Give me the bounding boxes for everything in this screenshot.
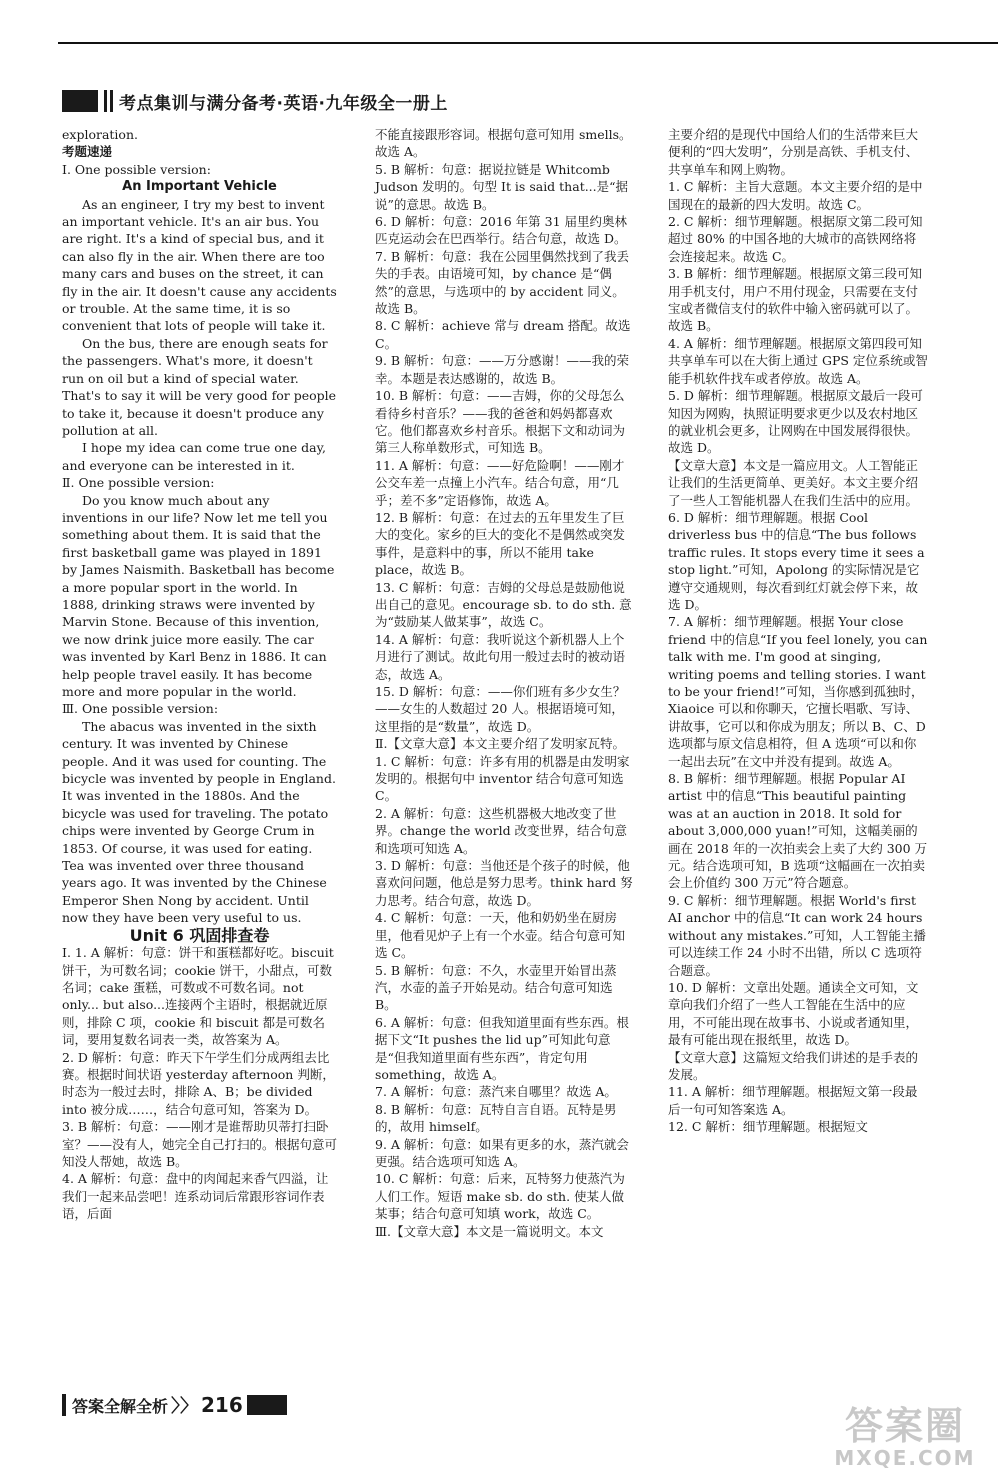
answer-item: 5. B 解析：句意：不久，水壶里开始冒出蒸汽，水壶的盖子开始晃动。结合句意可知选 B。 xyxy=(375,962,617,1013)
answer-item: 9. B 解析：句意：——万分感谢！——我的荣幸。本题是表达感谢的，故选 B。 xyxy=(375,353,630,386)
answer-item: 7. B 解析：句意：我在公园里偶然找到了我丢失的手表。由语境可知，by chance 是“偶然”的意思，与选项中的 by accident 同义。故选 B。 xyxy=(375,248,630,317)
answer-item: 不能直接跟形容词。根据句意可知用 smells。故选 A。 xyxy=(375,127,632,160)
answer-item: 1. C 解析：主旨大意题。本文主要介绍的是中国现在的最新的四大发明。故选 C。 xyxy=(668,179,923,212)
answer-item: 6. A 解析：句意：但我知道里面有些东西。根据下文“It pushes the lid up”可知此句意是“但我知道里面有些东西”，肯定句用 something，故选 A。 xyxy=(375,1014,629,1082)
answer-item: 6. D 解析：句意：2016 年第 31 届里约奥林匹克运动会在巴西举行。结合句意，故选 D。 xyxy=(375,214,628,247)
answer-item: 12. B 解析：句意：在过去的五年里发生了巨大的变化。家乡的巨大的变化不是偶然或突发事件，是意料中的事，所以不能用 take place，故选 B。 xyxy=(375,509,626,578)
answer-item: 3. B 解析：细节理解题。根据原文第三段可知用手机支付，用户不用付现金，只需要在支付宝或者微信支付的软件中输入密码就可以了。故选 B。 xyxy=(668,266,923,334)
answer-item: 2. D 解析：句意：昨天下午学生们分成两组去比赛。根据时间状语 yesterday afternoon 判断，时态为一般过去时，排除 A、B；be divided into 被分成……，结合句意可知，答案为 D。 xyxy=(62,1049,335,1117)
answer-item: 12. C 解析：细节理解题。根据短文 xyxy=(668,1119,868,1135)
page-footer xyxy=(62,1392,287,1418)
answer-item: 5. D 解析：细节理解题。根据原文最后一段可知因为网购，执照证明要求更少以及农村地区的就业机会更多，让网购在中国发展得很快。故选 D。 xyxy=(668,388,923,456)
header-block xyxy=(62,90,98,112)
footer-label: 答案全解全析 xyxy=(72,1396,169,1416)
answer-item: 6. D 解析：细节理解题。根据 Cool driverless bus 中的信息“The bus follows traffic rules. It stops every time it sees a stop light.”可知，Apolong 的实际情况是它遵守交通规则，每次看到红灯就会停下来，故选 D。 xyxy=(668,509,925,612)
answer-item: 主要介绍的是现代中国给人们的生活带来巨大便利的“四大发明”，分别是高铁、手机支付、共享单车和网上购物。 xyxy=(668,127,919,177)
answer-item: 10. B 解析：句意：——吉姆，你的父母怎么看待乡村音乐？——我的爸爸和妈妈都喜欢它。他们都喜欢乡村音乐。根据下文和动词为第三人称单数形式，可知选 B。 xyxy=(375,388,626,456)
watermark xyxy=(820,1395,990,1470)
paragraph: As an engineer, I try my best to invent an important vehicle. It's an air bus. You are right. It's a kind of special bus, and it can also fly in the air. When there are too many cars and buses on the street, it can fly in the air. It doesn't cause any accidents or trouble. At the same time, it is so convenient that lots of people will take it. xyxy=(62,196,337,334)
answer-item: 4. A 解析：句意：盘中的肉闻起来香气四溢，让我们一起来品尝吧！连系动词后常跟形容词作表语，后面 xyxy=(62,1171,329,1222)
answer-item: 8. B 解析：句意：瓦特自言自语。瓦特是男的，故用 himself。 xyxy=(375,1101,617,1135)
version-label: Ⅲ. One possible version: xyxy=(62,701,219,717)
essay-title: An Important Vehicle xyxy=(122,179,277,195)
article-summary: Ⅱ.【文章大意】本文主要介绍了发明家瓦特。 xyxy=(375,736,625,752)
top-rule xyxy=(58,42,998,44)
unit-title: Unit 6 巩固排查卷 xyxy=(129,925,270,945)
article-summary: 【文章大意】本文是一篇应用文。人工智能正让我们的生活更简单、更美好。本文主要介绍了一些人工智能机器人在我们生活中的应用。 xyxy=(668,457,919,508)
answer-item: 4. C 解析：句意：一天，他和奶奶坐在厨房里，他看见炉子上有一个水壶。结合句意可知选 C。 xyxy=(375,910,626,961)
article-summary: 【文章大意】这篇短文给我们讲述的是手表的发展。 xyxy=(668,1049,919,1082)
paragraph: Do you know much about any inventions in our life? Now let me tell you something about them. It is said that the first basketball game was played in 1891 by James Naismith. Basketball has become a more popular sport in the world. In 1888, drinking straws were invented by Marvin Stone. Because of this invention, we now drink juice more easily. The car was invented by Karl Benz in 1886. It can help people travel easily. It has become more and more popular in the world. xyxy=(62,492,335,699)
answer-item: 10. D 解析：文章出处题。通读全文可知，文章向我们介绍了一些人工智能在生活中的应用，不可能出现在故事书、小说或者通知里，最有可能出现在报纸里，故选 D。 xyxy=(668,979,919,1048)
watermark-url: MXQE.COM xyxy=(834,1446,976,1470)
answer-item: 2. C 解析：细节理解题。根据原文第二段可知超过 80% 的中国各地的大城市的高铁网络将会连接起来。故选 C。 xyxy=(668,214,923,264)
answer-item: 3. B 解析：句意：——刚才是谁帮助贝蒂打扫卧室？——没有人，她完全自己打扫的。根据句意可知没人帮她，故选 B。 xyxy=(62,1119,338,1169)
column-3 xyxy=(668,126,928,1136)
version-label: Ⅰ. One possible version: xyxy=(62,161,211,177)
version-label: Ⅱ. One possible version: xyxy=(62,475,215,491)
paragraph: On the bus, there are enough seats for the passengers. What's more, it doesn't run on oil but a kind of special water. That's to say it will be very good for people to take it, because it doesn't produce any pollution at all. xyxy=(62,335,337,438)
answer-item: 7. A 解析：细节理解题。根据 Your close friend 中的信息“If you feel lonely, you can talk with me. I'm good at singing, writing poems and telling stories. I want to be your friend!”可知，当你感到孤独时，Xiaoice 可以和你聊天，它擅长唱歌、写诗、讲故事，它可以和你成为朋友；所以 B、C、D 选项都与原文信息相符，但 A 选项“可以和你一起出去玩”在文中并没有提到。故选 A。 xyxy=(668,614,928,769)
page-number: 216 xyxy=(201,1393,243,1417)
answer-item: 3. D 解析：句意：当他还是个孩子的时候，他喜欢问问题，他总是努力思考。think hard 努力思考。结合句意，故选 D。 xyxy=(375,858,633,908)
answer-item: Ⅰ. 1. A 解析：句意：饼干和蛋糕都好吃。biscuit 饼干，为可数名词；cookie 饼干，小甜点，可数名词；cake 蛋糕，可数或不可数名词。not only... but also...连接两个主语时，根据就近原则，排除 C 项，cookie 和 biscuit 都是可数名词，要用复数名词表一类，故答案为 A。 xyxy=(62,945,334,1048)
column-1 xyxy=(62,126,337,1223)
header-title: 考点集训与满分备考·英语·九年级全一册上 xyxy=(119,93,448,114)
column-2 xyxy=(375,126,635,1240)
answer-item: 7. A 解析：句意：蒸汽来自哪里？故选 A。 xyxy=(375,1084,617,1100)
section-heading: 考题速递 xyxy=(62,144,113,160)
answer-item: 2. A 解析：句意：这些机器极大地改变了世界。change the world 改变世界，结合句意和选项可知选 A。 xyxy=(375,805,628,856)
answer-item: 4. A 解析：细节理解题。根据原文第四段可知共享单车可以在大街上通过 GPS 定位系统或智能手机软件找车或者停放。故选 A。 xyxy=(668,335,928,386)
paragraph: I hope my idea can come true one day, and everyone can be interested in it. xyxy=(62,440,326,473)
article-summary: Ⅲ.【文章大意】本文是一篇说明文。本文 xyxy=(375,1223,604,1239)
footer-block xyxy=(247,1395,287,1415)
footer-arrows: 〉〉 xyxy=(171,1396,199,1417)
header-bars xyxy=(104,90,113,112)
answer-item: 8. B 解析：细节理解题。根据 Popular AI artist 中的信息“This beautiful painting was at an auction in 2018. It sold for about 3,000,000 yuan!”可知，这幅美丽的画在 2018 年的一次拍卖会上卖了大约 300 万元。结合选项可知，B 选项“这幅画在一次拍卖会上价值约 300 万元”符合题意。 xyxy=(668,771,928,891)
answer-item: 11. A 解析：细节理解题。根据短文第一段最后一句可知答案选 A。 xyxy=(668,1084,918,1117)
paragraph: The abacus was invented in the sixth century. It was invented by Chinese people. And it was used for counting. The bicycle was invented by people in England. It was invented in the 1880s. And the bicycle was used for traveling. The potato chips were invented by George Crum in 1853. Of course, it was used for eating. Tea was invented over three thousand years ago. It was invented by the Chinese Emperor Shen Nong by accident. Until now they have been very useful to us. xyxy=(62,718,336,926)
answer-item: 9. A 解析：句意：如果有更多的水，蒸汽就会更强。结合选项可知选 A。 xyxy=(375,1136,629,1169)
page-header xyxy=(62,88,448,114)
answer-item: 15. D 解析：句意：——你们班有多少女生？——女生的人数超过 20 人。根据语境可知，这里指的是“数量”，故选 D。 xyxy=(375,684,626,734)
answer-item: 11. A 解析：句意：——好危险啊！——刚才公交车差一点撞上小汽车。结合句意，用“几乎；差不多”定语修饰，故选 A。 xyxy=(375,457,625,508)
watermark-text: 答案圈 xyxy=(844,1404,965,1448)
answer-item: 9. C 解析：细节理解题。根据 World's first AI anchor 中的信息“It can work 24 hours without any mistakes.”可知，人工智能主播可以连续工作 24 小时不出错，所以 C 选项符合题意。 xyxy=(668,892,926,978)
text-line: exploration. xyxy=(62,127,138,142)
answer-item: 13. C 解析：句意：吉姆的父母总是鼓励他说出自己的意见。encourage sb. to do sth. 意为“鼓励某人做某事”，故选 C。 xyxy=(375,579,632,630)
answer-item: 8. C 解析：achieve 常与 dream 搭配。故选 C。 xyxy=(375,318,631,351)
answer-item: 14. A 解析：句意：我听说这个新机器人上个月进行了测试。故此句用一般过去时的被动语态，故选 A。 xyxy=(375,631,626,682)
footer-bar xyxy=(62,1394,66,1416)
answer-item: 10. C 解析：句意：后来，瓦特努力使蒸汽为人们工作。短语 make sb. do sth. 使某人做某事；结合句意可知填 work，故选 C。 xyxy=(375,1171,625,1222)
answer-item: 1. C 解析：句意：许多有用的机器是由发明家发明的。根据句中 inventor 结合句意可知选 C。 xyxy=(375,753,630,804)
answer-item: 5. B 解析：句意：据说拉链是 Whitcomb Judson 发明的。句型 It is said that...是“据说”的意思。故选 B。 xyxy=(375,161,629,212)
